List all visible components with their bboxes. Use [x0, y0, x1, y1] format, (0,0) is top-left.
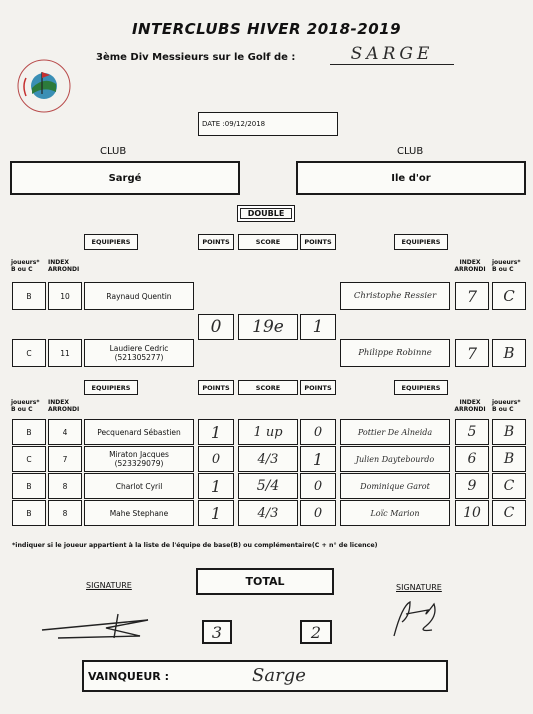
single-home-bc: C [12, 446, 46, 472]
golf-name: SARGE [330, 44, 454, 65]
winner-value: Sarge [252, 665, 306, 686]
page-title: INTERCLUBS HIVER 2018-2019 [131, 20, 402, 38]
single-away-index: 9 [455, 473, 489, 499]
total-away: 2 [300, 620, 332, 644]
single-away-index: 6 [455, 446, 489, 472]
double-home-index-1: 10 [48, 282, 82, 310]
single-away-bc: C [492, 473, 526, 499]
double-home-index-2: 11 [48, 339, 82, 367]
table-row [0, 473, 533, 499]
club-label-home: CLUB [100, 146, 127, 157]
single-away-points: 0 [300, 473, 336, 499]
singles-equipiers-header-home: EQUIPIERS [84, 380, 138, 395]
singles-joueurs-label-home: joueurs* B ou C [11, 399, 40, 413]
table-row [0, 419, 533, 445]
joueurs-label-away: joueurs* B ou C [492, 259, 521, 273]
winner-label: VAINQUEUR : [88, 670, 170, 683]
single-home-points: 0 [198, 446, 234, 472]
club-home: Sargé [10, 161, 240, 195]
single-away-points: 0 [300, 500, 336, 526]
table-row [0, 500, 533, 526]
club-away: Ile d'or [296, 161, 526, 195]
double-label: DOUBLE [237, 205, 295, 222]
double-away-bc-1: C [492, 282, 526, 310]
signature-home [38, 606, 158, 646]
singles-points-header-home: POINTS [198, 380, 234, 395]
single-away-name: Julien Daytebourdo [340, 446, 450, 472]
single-away-bc: B [492, 419, 526, 445]
double-away-index-1: 7 [455, 282, 489, 310]
single-home-name: Miraton Jacques (523329079) [84, 446, 194, 472]
single-home-bc: B [12, 419, 46, 445]
single-home-index: 4 [48, 419, 82, 445]
single-home-index: 8 [48, 473, 82, 499]
single-away-name: Pottier De Alneida [340, 419, 450, 445]
single-home-name: Mahe Stephane [84, 500, 194, 526]
date-value: DATE :09/12/2018 [202, 120, 266, 128]
single-home-bc: B [12, 473, 46, 499]
single-away-points: 0 [300, 419, 336, 445]
single-home-name: Charlot Cyril [84, 473, 194, 499]
double-away-name-1: Christophe Ressier [340, 282, 450, 310]
signature-label-home: SIGNATURE [86, 581, 132, 590]
equipiers-header-away: EQUIPIERS [394, 234, 448, 250]
double-home-bc-1: B [12, 282, 46, 310]
score-header: SCORE [238, 234, 298, 250]
single-score: 4/3 [238, 446, 298, 472]
subtitle: 3ème Div Messieurs sur le Golf de : [96, 52, 296, 63]
single-score: 1 up [238, 419, 298, 445]
club-label-away: CLUB [397, 146, 424, 157]
single-away-name: Dominique Garot [340, 473, 450, 499]
single-home-index: 8 [48, 500, 82, 526]
footnote: *indiquer si le joueur appartient à la liste de l'équipe de base(B) ou complémentaire(C + n° de licence) [12, 542, 378, 549]
table-row [0, 446, 533, 472]
double-away-bc-2: B [492, 339, 526, 367]
total-label: TOTAL [196, 568, 334, 595]
double-home-name-2: Laudiere Cedric (521305277) [84, 339, 194, 367]
single-home-points: 1 [198, 473, 234, 499]
double-away-index-2: 7 [455, 339, 489, 367]
signature-label-away: SIGNATURE [396, 583, 442, 592]
singles-equipiers-header-away: EQUIPIERS [394, 380, 448, 395]
index-label-home: INDEX ARRONDI [48, 259, 80, 273]
single-home-index: 7 [48, 446, 82, 472]
double-home-name-1: Raynaud Quentin [84, 282, 194, 310]
points-header-away: POINTS [300, 234, 336, 250]
singles-index-label-away: INDEX ARRONDI [454, 399, 486, 413]
date-field [198, 112, 338, 136]
double-home-points: 0 [198, 314, 234, 340]
single-away-points: 1 [300, 446, 336, 472]
single-home-points: 1 [198, 500, 234, 526]
joueurs-label-home: joueurs* B ou C [11, 259, 40, 273]
single-away-index: 10 [455, 500, 489, 526]
single-score: 4/3 [238, 500, 298, 526]
winner-box [82, 660, 448, 692]
league-logo [16, 58, 72, 114]
single-away-bc: B [492, 446, 526, 472]
equipiers-header-home: EQUIPIERS [84, 234, 138, 250]
single-away-index: 5 [455, 419, 489, 445]
points-header-home: POINTS [198, 234, 234, 250]
index-label-away: INDEX ARRONDI [454, 259, 486, 273]
singles-score-header: SCORE [238, 380, 298, 395]
single-home-points: 1 [198, 419, 234, 445]
single-away-bc: C [492, 500, 526, 526]
singles-index-label-home: INDEX ARRONDI [48, 399, 80, 413]
signature-away [388, 596, 448, 640]
single-home-bc: B [12, 500, 46, 526]
double-away-name-2: Philippe Robinne [340, 339, 450, 367]
single-score: 5/4 [238, 473, 298, 499]
single-away-name: Loïc Marion [340, 500, 450, 526]
singles-points-header-away: POINTS [300, 380, 336, 395]
double-away-points: 1 [300, 314, 336, 340]
singles-joueurs-label-away: joueurs* B ou C [492, 399, 521, 413]
double-home-bc-2: C [12, 339, 46, 367]
single-home-name: Pecquenard Sébastien [84, 419, 194, 445]
total-home: 3 [202, 620, 232, 644]
double-score: 19e [238, 314, 298, 340]
singles-table [0, 419, 533, 527]
